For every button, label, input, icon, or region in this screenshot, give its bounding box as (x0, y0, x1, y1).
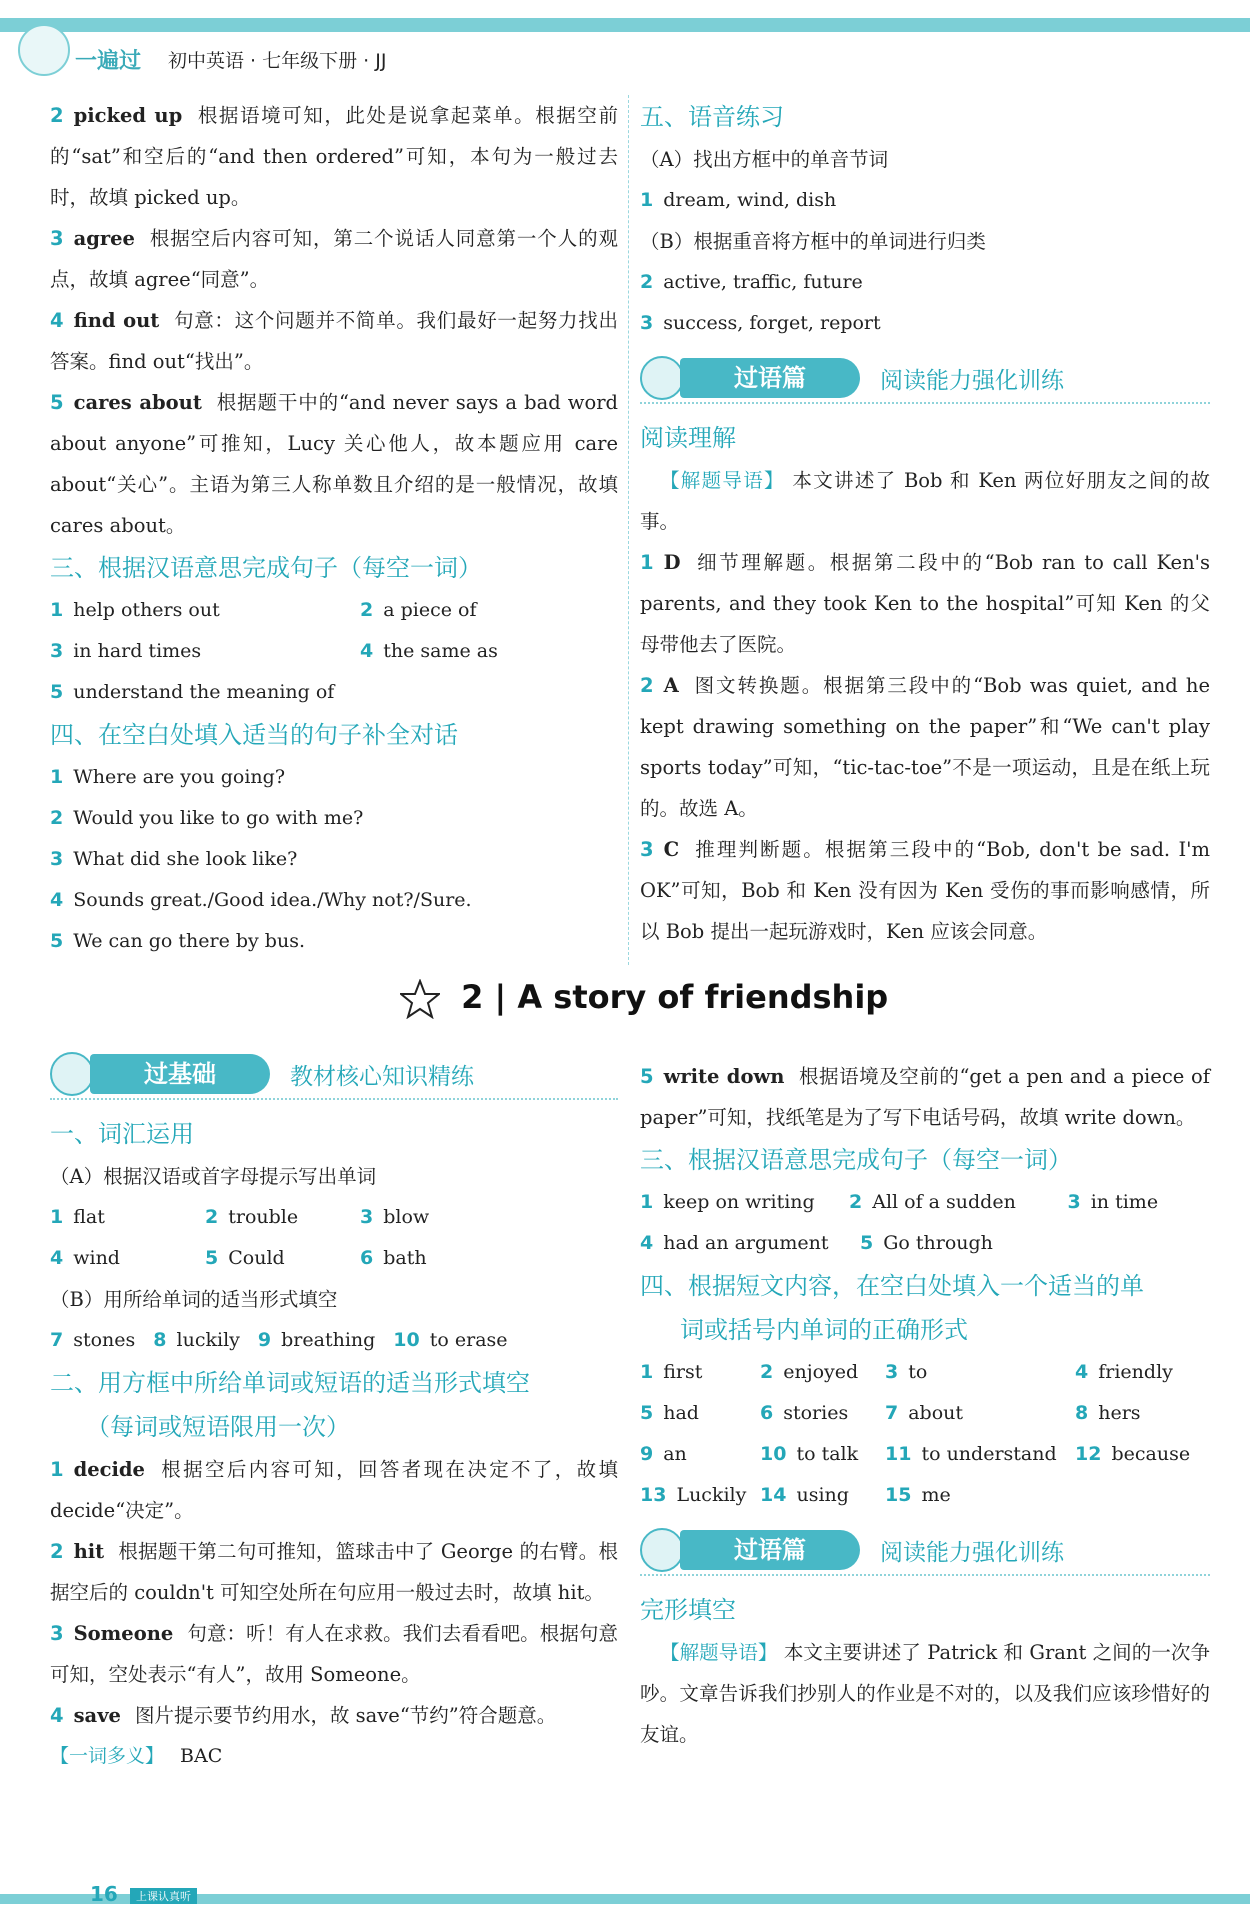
footer-slogan: 上课认真听 (130, 1888, 197, 1904)
page-number: 16 (90, 1882, 118, 1906)
passage-answer-row: 5 had 6 stories 7 about 8 hers (640, 1402, 1141, 1424)
sentence-row: 1 help others out 2 a piece of (50, 599, 477, 621)
section3-title: 三、根据汉语意思完成句子（每空一词） (50, 554, 482, 582)
passage-answer-row: 1 first 2 enjoyed 3 to 4 friendly (640, 1361, 1173, 1383)
basics-banner (50, 1048, 618, 1102)
phonics-b-instruction: （B）根据重音将方框中的单词进行归类 (640, 230, 986, 253)
dialogue-row: 2 Would you like to go with me? (50, 807, 364, 829)
mascot-icon (640, 1528, 684, 1572)
passage-answer-row: 13 Luckily 14 using 15 me (640, 1484, 951, 1506)
brand-name: 一遍过 (75, 49, 142, 74)
section4-title: 四、在空白处填入适当的句子补全对话 (50, 721, 458, 749)
phonics-b-answer-3: 3 success, forget, report (640, 312, 881, 334)
fill-answer: 4 save 图片提示要节约用水，故 save“节约”符合题意。 (50, 1704, 557, 1727)
vocab-b-answers: 7 stones 8 luckily 9 breathing 10 to erase (50, 1329, 508, 1351)
dialogue-row: 1 Where are you going? (50, 766, 286, 788)
mascot-logo-icon (18, 24, 70, 76)
phonics-a-instruction: （A）找出方框中的单音节词 (640, 148, 889, 171)
banner-subtitle: 阅读能力强化训练 (880, 368, 1064, 394)
vocab-a-row: 1 flat 2 trouble 3 blow (50, 1206, 430, 1228)
star-badge-icon (400, 979, 440, 1019)
right-top-column (640, 95, 1210, 952)
fill-answer: 1 decide 根据空后内容可知，回答者现在决定不了，故填 decide“决定”。 (50, 1458, 618, 1522)
cloze-guide: 【解题导语】 本文主要讲述了 Patrick 和 Grant 之间的一次争吵。文章告诉我们抄别人的作业是不对的，以及我们应该珍惜好的友谊。 (640, 1641, 1211, 1746)
sentence-row: 4 had an argument 5 Go through (640, 1232, 993, 1254)
answer-item: 4 find out 句意：这个问题并不简单。我们最好一起努力找出答案。find out“找出”。 (50, 309, 618, 373)
fill-answer: 3 Someone 句意：听！有人在求救。我们去看看吧。根据句意可知，空处表示“有人”，故用 Someone。 (50, 1622, 618, 1686)
cloze-title: 完形填空 (640, 1596, 736, 1624)
banner-subtitle: 阅读能力强化训练 (880, 1540, 1064, 1566)
phonics-a-answer: 1 dream, wind, dish (640, 189, 837, 211)
unit-title (400, 978, 900, 1028)
dialogue-row: 4 Sounds great./Good idea./Why not?/Sure. (50, 889, 472, 911)
sentence-row: 5 understand the meaning of (50, 681, 335, 703)
phonics-b-answer-2: 2 active, traffic, future (640, 271, 863, 293)
reading-guide: 【解题导语】 本文讲述了 Bob 和 Ken 两位好朋友之间的故事。 (640, 469, 1210, 533)
sentence-section-title: 三、根据汉语意思完成句子（每空一词） (640, 1146, 1072, 1174)
book-subject: 初中英语 · 七年级下册 · JJ (168, 50, 387, 72)
dialogue-row: 3 What did she look like? (50, 848, 298, 870)
vocab-b-instruction: （B）用所给单词的适当形式填空 (50, 1288, 338, 1311)
page-header (0, 0, 1250, 82)
mascot-icon (50, 1052, 94, 1096)
vocab-a-instruction: （A）根据汉语或首字母提示写出单词 (50, 1165, 377, 1188)
fill-section-subtitle: （每词或短语限用一次） (86, 1413, 350, 1441)
passage-section-title: 四、根据短文内容，在空白处填入一个适当的单 (640, 1272, 1144, 1300)
page-footer (0, 1880, 1250, 1913)
banner-tag: 过语篇 (680, 1530, 860, 1570)
answer-item: 5 cares about 根据题干中的“and never says a bad word about anyone”可推知，Lucy 关心他人，故本题应用 care about“关心”。主语为第三人称单数且介绍的是一般情况，故填 cares about。 (50, 391, 619, 537)
reading-answer: 2 A 图文转换题。根据第三段中的“Bob was quiet, and he kept drawing something on the paper”和“We can't play sports today”可知，“tic-tac-toe”不是一项运动，且是在纸上玩的。故选 A。 (640, 674, 1210, 820)
sentence-row: 1 keep on writing 2 All of a sudden 3 in time (640, 1191, 1159, 1213)
banner-tag: 过语篇 (680, 358, 860, 398)
banner-tag: 过基础 (90, 1054, 270, 1094)
unit-title-text: 2 | A story of friendship (461, 978, 889, 1016)
answer-item: 3 agree 根据空后内容可知，第二个说话人同意第一个人的观点，故填 agree“同意”。 (50, 227, 618, 291)
reading-banner (640, 352, 1210, 406)
banner-subtitle: 教材核心知识精练 (290, 1064, 474, 1090)
right-bottom-column (640, 1056, 1210, 1755)
reading-banner-2 (640, 1524, 1210, 1578)
mascot-icon (640, 356, 684, 400)
section5-title: 五、语音练习 (640, 103, 784, 131)
fill-answer: 2 hit 根据题干第二句可推知，篮球击中了 George 的右臂。根据空后的 couldn't 可知空处所在句应用一般过去时，故填 hit。 (50, 1540, 618, 1604)
sentence-row: 3 in hard times 4 the same as (50, 640, 498, 662)
reading-answer: 1 D 细节理解题。根据第二段中的“Bob ran to call Ken's parents, and they took Ken to the hospital”可知 Ken 的父母带他去了医院。 (640, 551, 1210, 656)
left-bottom-column (50, 1040, 618, 1777)
answer-item: 2 picked up 根据语境可知，此处是说拿起菜单。根据空前的“sat”和空后的“and then ordered”可知，本句为一般过去时，故填 picked up。 (50, 104, 618, 209)
header-band (0, 18, 1250, 32)
answer-5: 5 write down 根据语境及空前的“get a pen and a piece of paper”可知，找纸笔是为了写下电话号码，故填 write down。 (640, 1065, 1210, 1129)
vocab-section-title: 一、词汇运用 (50, 1120, 194, 1148)
passage-answer-row: 9 an 10 to talk 11 to understand 12 because (640, 1443, 1191, 1465)
vocab-a-row: 4 wind 5 Could 6 bath (50, 1247, 427, 1269)
reading-title: 阅读理解 (640, 424, 736, 452)
passage-section-title-line2: 词或括号内单词的正确形式 (680, 1316, 968, 1344)
column-divider (628, 95, 629, 965)
reading-answer: 3 C 推理判断题。根据第三段中的“Bob, don't be sad. I'm OK”可知，Bob 和 Ken 没有因为 Ken 受伤的事而影响感情，所以 Bob 提出一起玩游戏时，Ken 应该会同意。 (640, 838, 1210, 943)
left-top-column (50, 95, 618, 962)
polysemy-answer: 【一词多义】 BAC (50, 1745, 223, 1767)
fill-section-title: 二、用方框中所给单词或短语的适当形式填空 (50, 1369, 530, 1397)
dialogue-row: 5 We can go there by bus. (50, 930, 305, 952)
